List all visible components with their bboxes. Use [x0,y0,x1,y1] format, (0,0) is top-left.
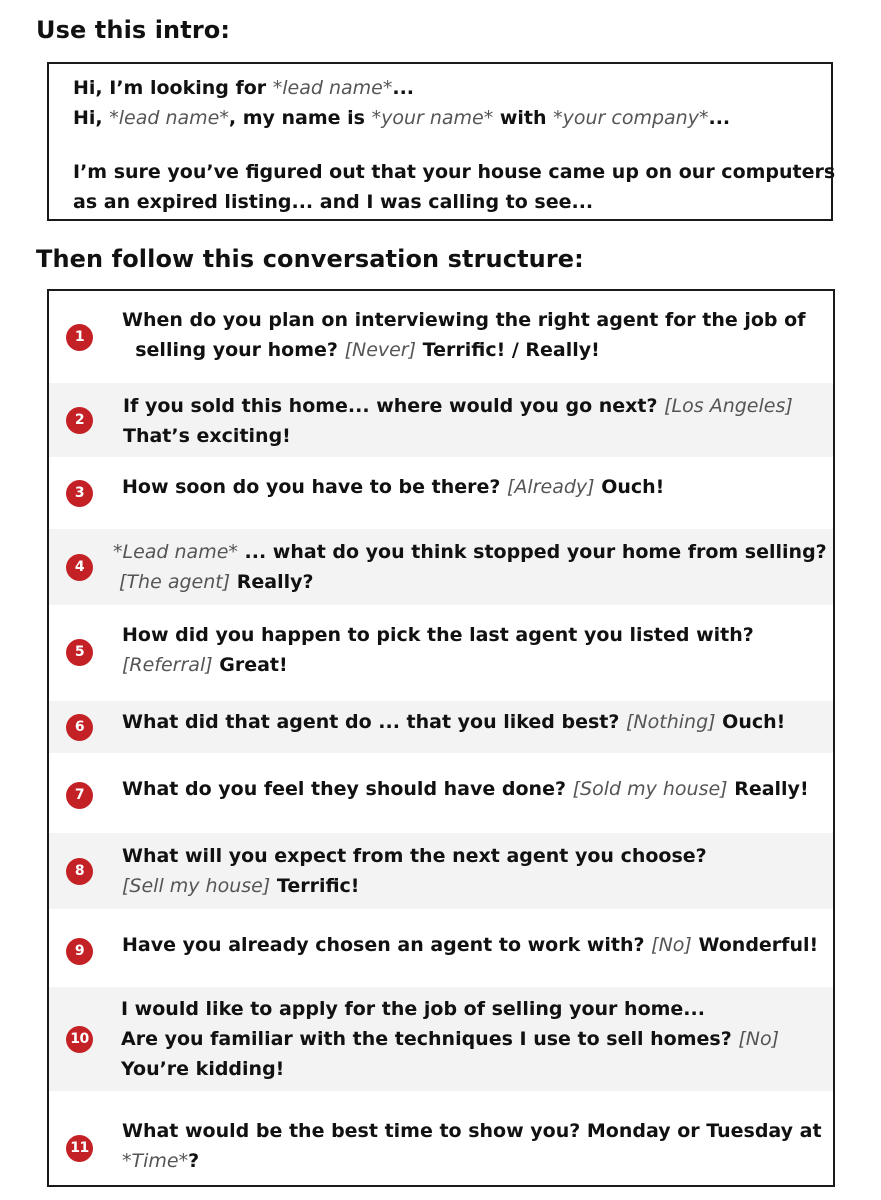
intro-text: , my name is [228,107,372,129]
response-text: Terrific! / Really! [416,339,600,361]
step-line [122,335,825,365]
question-text: What did that agent do ... that you liked best? [122,711,627,733]
conversation-structure-list [47,289,835,1187]
step-item [49,987,833,1091]
expected-answer: [No] [738,1028,780,1050]
intro-paragraph-line-2: as an expired listing... and I was calling to see... [73,191,594,213]
question-text: What do you feel they should have done? [122,778,573,800]
question-text: I would like to apply for the job of selling your home... [121,998,705,1020]
step-line [122,472,825,502]
intro-text: ... [392,77,415,99]
structure-heading: Then follow this conversation structure: [36,245,584,273]
step-text [122,1116,825,1176]
response-text: Wonderful! [691,934,819,956]
intro-heading: Use this intro: [36,16,231,44]
step-text [122,707,825,737]
step-item [49,305,833,369]
step-number-badge: 1 [66,324,93,351]
response-text: Really! [727,778,809,800]
expected-answer: [The agent] [113,571,231,593]
response-text: Ouch! [594,476,665,498]
step-line [122,1116,825,1146]
intro-text: ... [708,107,731,129]
expected-answer: *Time* [122,1150,189,1172]
step-line [122,1146,825,1176]
step-line [122,305,825,335]
step-line [122,841,825,871]
question-text: Have you already chosen an agent to work with? [122,934,652,956]
intro-line-2 [73,103,831,133]
step-text [123,391,825,451]
step-number-badge: 8 [66,858,93,885]
step-item [49,472,833,514]
step-line [122,707,825,737]
intro-line-1 [73,73,831,103]
step-line [122,871,825,901]
step-line [122,620,825,650]
step-number-badge: 7 [66,782,93,809]
response-text: Great! [212,654,288,676]
step-line [121,994,825,1024]
expected-answer: [Referral] [122,654,213,676]
response-text: Ouch! [715,711,786,733]
step-line [123,421,825,451]
intro-text: Hi, [73,107,110,129]
placeholder-lead-name: *lead name* [109,107,229,129]
placeholder-lead-name: *lead name* [272,77,393,99]
placeholder-your-name: *your name* [371,107,494,129]
intro-paragraph-line-1: I’m sure you’ve figured out that your house came up on our computers [73,161,836,183]
step-line [113,567,825,597]
step-number-badge: 4 [66,554,93,581]
expected-answer: [Already] [507,476,595,498]
step-line [123,391,825,421]
question-text: Are you familiar with the techniques I use to sell homes? [121,1028,739,1050]
expected-answer: [Los Angeles] [664,395,793,417]
step-item [49,774,833,816]
expected-answer: [Never] [344,339,417,361]
step-number-badge: 6 [66,714,93,741]
step-item [49,620,833,684]
step-text [113,537,825,597]
step-text [122,930,825,960]
step-line [122,650,825,680]
step-item [49,701,833,753]
question-text: If you sold this home... where would you go next? [123,395,665,417]
step-number-badge: 9 [66,938,93,965]
step-number-badge: 3 [66,480,93,507]
question-text: ... what do you think stopped your home from selling? [237,541,827,563]
question-text: What would be the best time to show you? Monday or Tuesday at [122,1120,822,1142]
step-number-badge: 10 [66,1026,93,1053]
step-line [113,537,825,567]
step-item [49,529,833,605]
intro-box [47,62,836,221]
placeholder-your-company: *your company* [553,107,709,129]
step-text [122,841,825,901]
question-text: selling your home? [122,339,345,361]
step-text [122,774,825,804]
step-item [49,833,833,909]
expected-answer: [No] [651,934,692,956]
intro-text: with [493,107,554,129]
step-line [122,930,825,960]
step-text [121,994,825,1084]
step-text [122,620,825,680]
expected-answer: [Sell my house] [122,875,271,897]
expected-answer: [Sold my house] [572,778,728,800]
response-text: You’re kidding! [121,1058,285,1080]
question-text: How soon do you have to be there? [122,476,508,498]
step-number-badge: 2 [66,407,93,434]
step-line [122,774,825,804]
step-number-badge: 11 [66,1135,93,1162]
step-line [121,1024,825,1054]
step-line [121,1054,825,1084]
expected-answer: [Nothing] [626,711,716,733]
response-text: Terrific! [270,875,360,897]
step-item [49,383,833,457]
step-item [49,930,833,972]
response-text: ? [188,1150,200,1172]
question-text: How did you happen to pick the last agent you listed with? [122,624,754,646]
response-text: Really? [230,571,314,593]
step-number-badge: 5 [66,639,93,666]
question-text: What will you expect from the next agent you choose? [122,845,707,867]
step-text [122,472,825,502]
expected-answer: *Lead name* [113,541,238,563]
step-text [122,305,825,365]
response-text: That’s exciting! [123,425,291,447]
question-text: When do you plan on interviewing the right agent for the job of [122,309,806,331]
intro-text: Hi, I’m looking for [73,77,273,99]
step-item [49,1116,833,1180]
